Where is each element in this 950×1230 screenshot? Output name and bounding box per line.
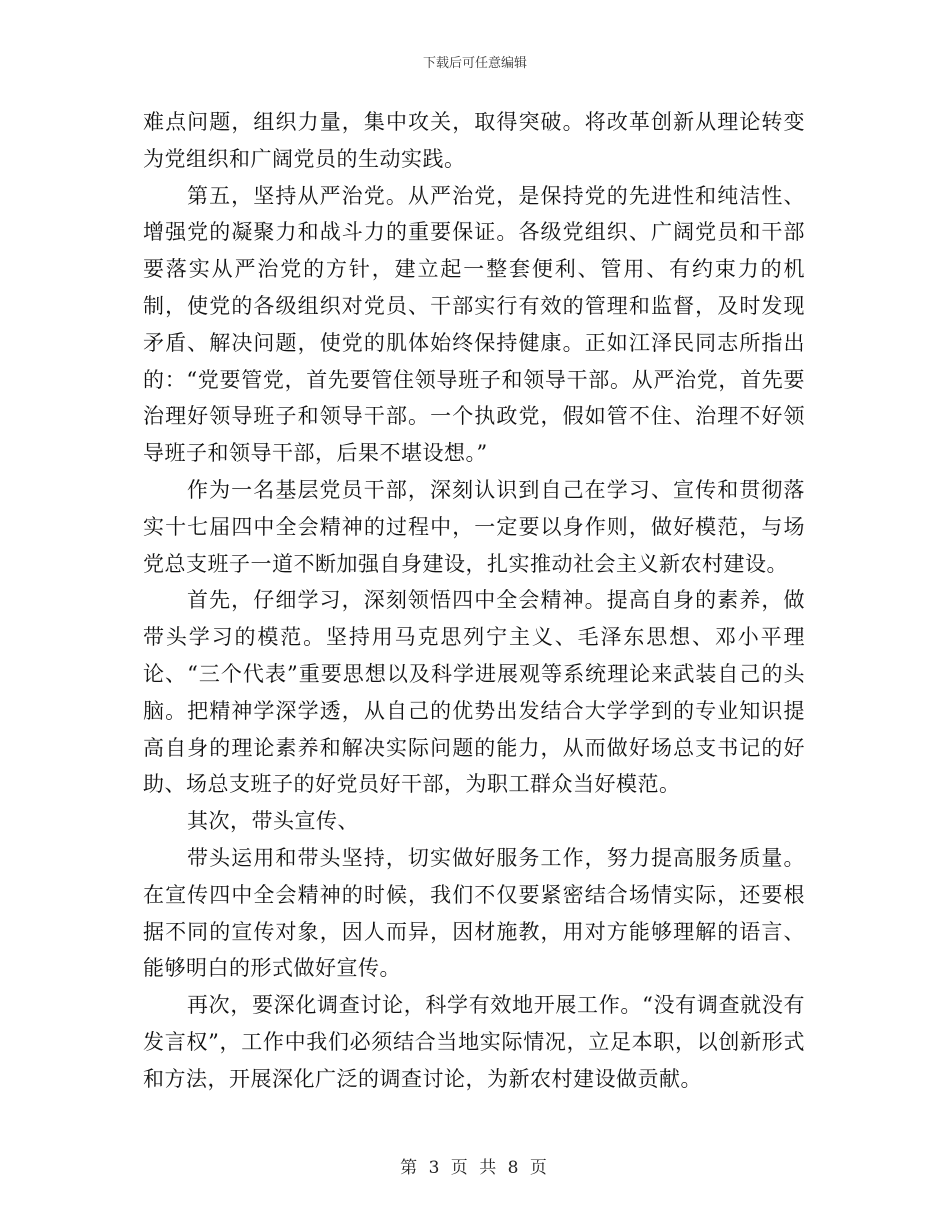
- paragraph-grassroots-cadre: 作为一名基层党员干部，深刻认识到自己在学习、宣传和贯彻落实十七届四中全会精神的过程中，一定要以身作则，做好模范，与场党总支班子一道不断加强自身建设，扎实推动社会主义新农村建设。: [143, 477, 805, 576]
- document-body: [143, 104, 805, 1098]
- paragraph-first-study: 首先，仔细学习，深刻领悟四中全会精神。提高自身的素养，做带头学习的模范。坚持用马克思列宁主义、毛泽东思想、邓小平理论、“三个代表”重要思想以及科学进展观等系统理论来武装自己的头脑。把精神学深学透，从自己的优势出发结合大学学到的专业知识提高自身的理论素养和解决实际问题的能力，从而做好场总支书记的好助、场总支班子的好党员好干部，为职工群众当好模范。: [143, 588, 805, 797]
- paragraph-second-continued: 带头运用和带头坚持，切实做好服务工作，努力提高服务质量。在宣传四中全会精神的时候，我们不仅要紧密结合场情实际，还要根据不同的宣传对象，因人而异，因材施教，用对方能够理解的语言、能够明白的形式做好宣传。: [143, 845, 805, 981]
- paragraph-second-publicize: 其次，带头宣传、: [187, 809, 359, 834]
- page-number: 第 3 页 共 8 页: [400, 1158, 550, 1178]
- page-header: 下载后可任意编辑: [422, 56, 527, 71]
- paragraph-third-research: 再次，要深化调查讨论，科学有效地开展工作。“没有调查就没有发言权”，工作中我们必须结合当地实际情况，立足本职，以创新形式和方法，开展深化广泛的调查讨论，为新农村建设做贡献。: [143, 993, 805, 1091]
- paragraph-strict-party-governance: 第五，坚持从严治党。从严治党，是保持党的先进性和纯洁性、增强党的凝聚力和战斗力的重要保证。各级党组织、广阔党员和干部要落实从严治党的方针，建立起一整套便利、管用、有约束力的机制，使党的各级组织对党员、干部实行有效的管理和监督，及时发现矛盾、解决问题，使党的肌体始终保持健康。正如江泽民同志所指出的：“党要管党，首先要管住领导班子和领导干部。从严治党，首先要治理好领导班子和领导干部。一个执政党，假如管不住、治理不好领导班子和领导干部，后果不堪设想。”: [143, 183, 805, 466]
- paragraph-continued: 难点问题，组织力量，集中攻关，取得突破。将改革创新从理论转变为党组织和广阔党员的生动实践。: [143, 110, 805, 171]
